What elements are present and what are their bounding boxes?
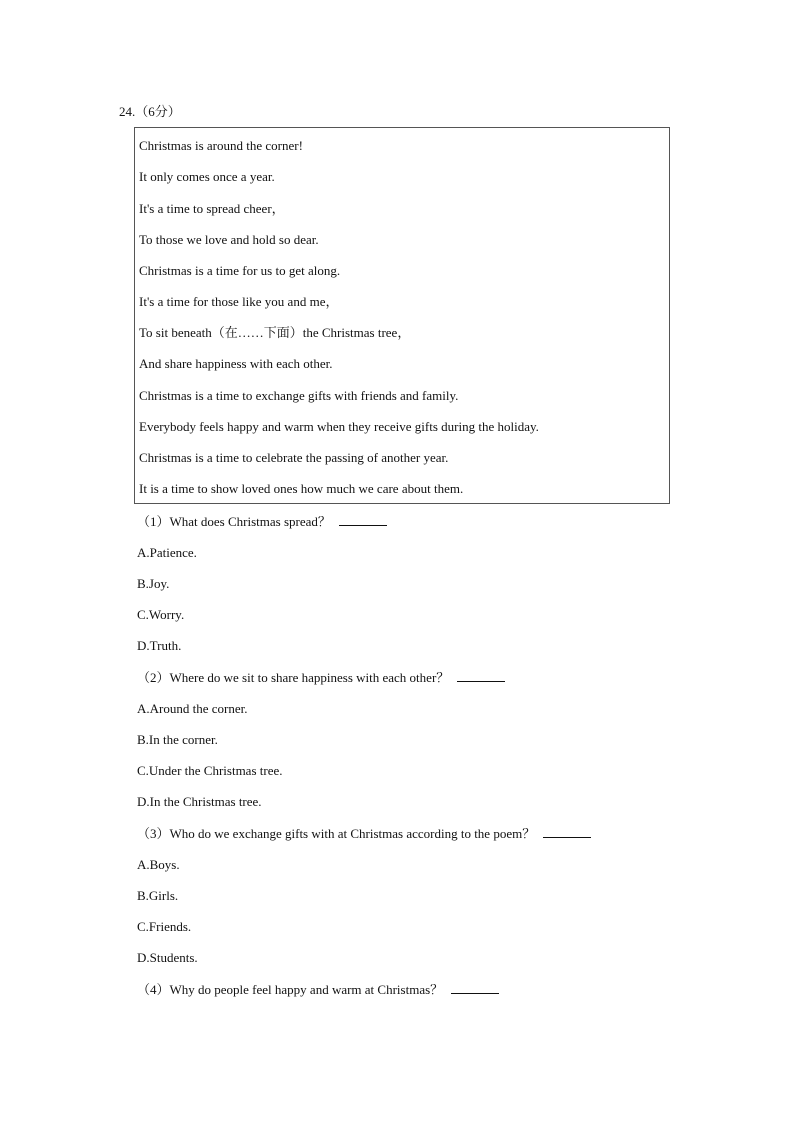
poem-line: To those we love and hold so dear. xyxy=(139,232,319,247)
option-2c: C.Under the Christmas tree. xyxy=(137,763,283,778)
answer-blank-3[interactable] xyxy=(543,825,591,838)
poem-line: Christmas is around the corner! xyxy=(139,138,303,153)
option-1a: A.Patience. xyxy=(137,545,197,560)
option-3b: B.Girls. xyxy=(137,888,179,903)
poem-line: Christmas is a time to celebrate the passing of another year. xyxy=(139,450,449,465)
poem-line: And share happiness with each other. xyxy=(139,356,333,371)
poem-line: Everybody feels happy and warm when they receive gifts during the holiday. xyxy=(139,419,539,434)
option-2d: D.In the Christmas tree. xyxy=(137,794,262,809)
sub-question-4-stem: （4）Why do people feel happy and warm at Christmas？ xyxy=(137,982,444,997)
poem-line: It's a time for those like you and me， xyxy=(139,294,339,309)
option-2a: A.Around the corner. xyxy=(137,701,248,716)
sub-question-3-stem: （3）Who do we exchange gifts with at Christmas according to the poem？ xyxy=(137,826,536,841)
option-3d: D.Students. xyxy=(137,950,198,965)
answer-blank-4[interactable] xyxy=(451,981,499,994)
option-3c: C.Friends. xyxy=(137,919,192,934)
option-3a: A.Boys. xyxy=(137,857,180,872)
question-number: 24.（6分） xyxy=(119,104,181,119)
poem-line: Christmas is a time to exchange gifts with friends and family. xyxy=(139,388,459,403)
poem-line: It is a time to show loved ones how much we care about them. xyxy=(139,481,464,496)
sub-question-4 xyxy=(137,981,499,999)
option-1c: C.Worry. xyxy=(137,607,185,622)
poem-box xyxy=(134,127,670,504)
sub-question-2 xyxy=(137,669,505,687)
answer-blank-1[interactable] xyxy=(339,513,387,526)
option-1b: B.Joy. xyxy=(137,576,170,591)
sub-question-1 xyxy=(137,513,387,531)
sub-question-2-stem: （2）Where do we sit to share happiness with each other？ xyxy=(137,670,450,685)
poem-line: To sit beneath（在……下面）the Christmas tree， xyxy=(139,325,411,340)
answer-blank-2[interactable] xyxy=(457,669,505,682)
poem-line: It's a time to spread cheer， xyxy=(139,201,285,216)
sub-question-3 xyxy=(137,825,591,843)
option-1d: D.Truth. xyxy=(137,638,182,653)
option-2b: B.In the corner. xyxy=(137,732,218,747)
sub-question-1-stem: （1）What does Christmas spread？ xyxy=(137,514,331,529)
poem-line: Christmas is a time for us to get along. xyxy=(139,263,341,278)
poem-line: It only comes once a year. xyxy=(139,169,275,184)
